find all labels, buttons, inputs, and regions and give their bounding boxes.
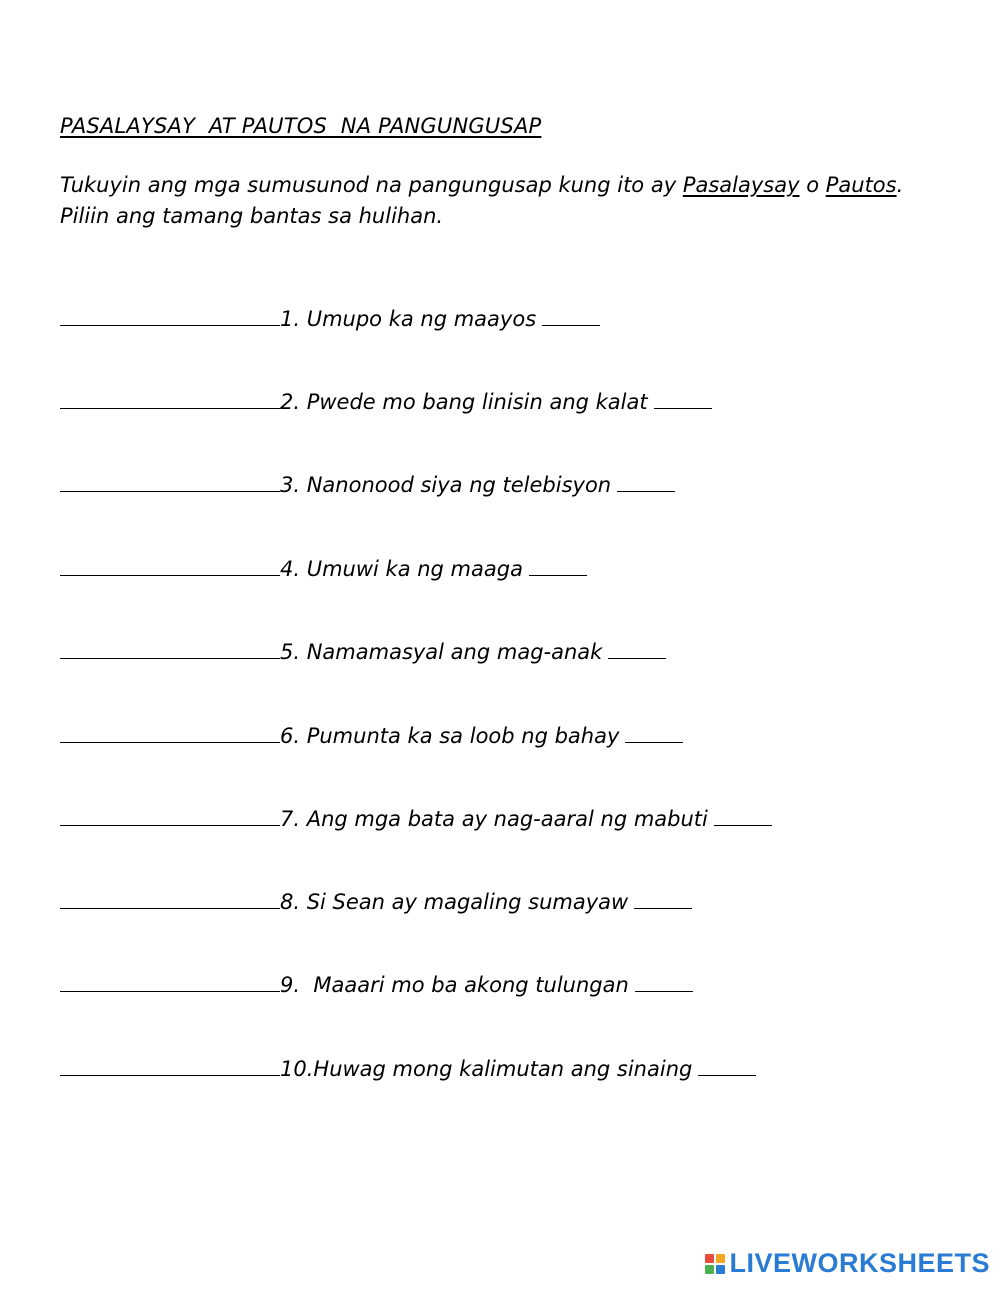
question-item-6 [60, 722, 683, 750]
logo-block-1 [705, 1254, 714, 1263]
question-text-4: 4. Umuwi ka ng maaga [280, 557, 523, 581]
punctuation-blank-1[interactable] [542, 305, 600, 326]
answer-blank-1[interactable] [60, 305, 280, 326]
question-item-7 [60, 805, 772, 833]
answer-blank-6[interactable] [60, 722, 280, 743]
question-item-8 [60, 888, 692, 916]
question-item-10 [60, 1055, 756, 1083]
instructions [60, 170, 910, 232]
logo-block-2 [716, 1254, 725, 1263]
question-text-2: 2. Pwede mo bang linisin ang kalat [280, 390, 648, 414]
liveworksheets-logo [705, 1248, 990, 1279]
punctuation-blank-10[interactable] [698, 1055, 756, 1076]
instructions-text-3: . Piliin ang tamang bantas sa hulihan. [60, 173, 910, 228]
punctuation-blank-3[interactable] [617, 471, 675, 492]
question-item-3 [60, 471, 675, 499]
logo-text: LIVEWORKSHEETS [729, 1248, 990, 1278]
term-pautos: Pautos [825, 173, 897, 197]
answer-blank-9[interactable] [60, 971, 280, 992]
question-text-8: 8. Si Sean ay magaling sumayaw [280, 890, 629, 914]
question-item-4 [60, 555, 587, 583]
logo-block-4 [716, 1265, 725, 1274]
question-text-3: 3. Nanonood siya ng telebisyon [280, 473, 612, 497]
answer-blank-10[interactable] [60, 1055, 280, 1076]
question-item-1 [60, 305, 600, 333]
punctuation-blank-8[interactable] [634, 888, 692, 909]
question-text-6: 6. Pumunta ka sa loob ng bahay [280, 724, 620, 748]
term-pasalaysay: Pasalaysay [682, 173, 800, 197]
punctuation-blank-7[interactable] [714, 805, 772, 826]
punctuation-blank-9[interactable] [635, 971, 693, 992]
instructions-text-1: Tukuyin ang mga sumusunod na pangungusap kung ito ay [60, 173, 683, 197]
question-text-9: 9. Maaari mo ba akong tulungan [280, 973, 629, 997]
answer-blank-5[interactable] [60, 638, 280, 659]
question-item-9 [60, 971, 693, 999]
answer-blank-7[interactable] [60, 805, 280, 826]
punctuation-blank-4[interactable] [529, 555, 587, 576]
logo-block-3 [705, 1265, 714, 1274]
page-title: PASALAYSAY AT PAUTOS NA PANGUNGUSAP [60, 114, 542, 138]
answer-blank-2[interactable] [60, 388, 280, 409]
question-text-5: 5. Namamasyal ang mag-anak [280, 640, 603, 664]
answer-blank-8[interactable] [60, 888, 280, 909]
question-item-2 [60, 388, 712, 416]
question-text-7: 7. Ang mga bata ay nag-aaral ng mabuti [280, 807, 708, 831]
instructions-text-2: o [799, 173, 826, 197]
logo-blocks-icon [705, 1254, 725, 1274]
question-item-5 [60, 638, 666, 666]
punctuation-blank-6[interactable] [625, 722, 683, 743]
question-text-10: 10.Huwag mong kalimutan ang sinaing [280, 1057, 693, 1081]
punctuation-blank-2[interactable] [654, 388, 712, 409]
question-text-1: 1. Umupo ka ng maayos [280, 307, 537, 331]
answer-blank-3[interactable] [60, 471, 280, 492]
punctuation-blank-5[interactable] [608, 638, 666, 659]
answer-blank-4[interactable] [60, 555, 280, 576]
